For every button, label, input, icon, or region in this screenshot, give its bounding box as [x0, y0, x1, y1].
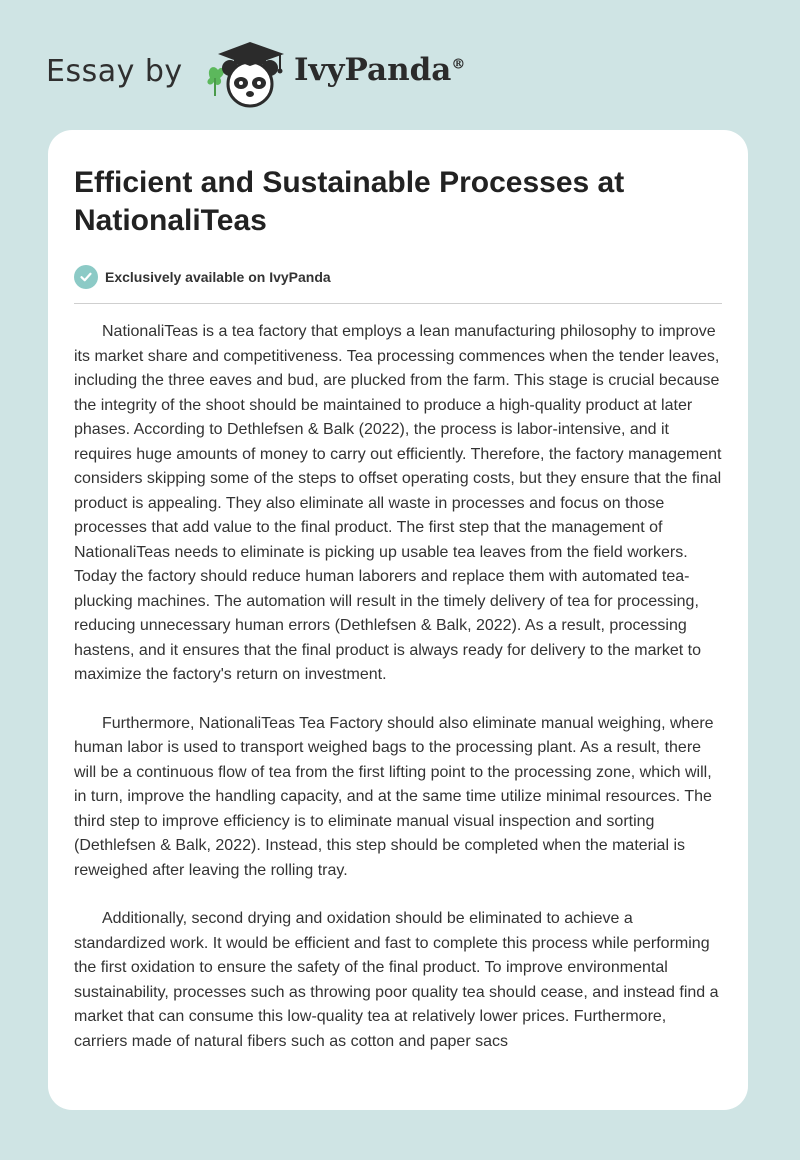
registered-mark: ®	[451, 56, 466, 73]
essay-body	[74, 320, 722, 1078]
brand-name[interactable]: IvyPanda®	[294, 52, 466, 88]
check-circle-icon	[74, 265, 98, 289]
paragraph: NationaliTeas is a tea factory that employs a lean manufacturing philosophy to improve its market share and competitiveness. Tea processing commences when the tender leaves, including the three eaves and bud, are plucked from the farm. This stage is crucial because the integrity of the shoot should be maintained to produce a high-quality product at later phases. According to Dethlefsen & Balk (2022), the process is labor-intensive, and it requires huge amounts of money to carry out efficiently. Therefore, the factory management considers skipping some of the steps to offset operating costs, but they ensure that the final product is appealing. They also eliminate all waste in processes and focus on those processes that add value to the final product. The first step that the management of NationaliTeas needs to eliminate is picking up usable tea leaves from the field workers. Today the factory should reduce human laborers and replace them with automated tea-plucking machines. The automation will result in the timely delivery of tea for processing, reducing unnecessary human errors (Dethlefsen & Balk, 2022). As a result, processing hastens, and it ensures that the final product is always ready for delivery to the market to maximize the factory's return on investment.	[74, 323, 722, 683]
essay-title: Efficient and Sustainable Processes at NationaliTeas	[74, 166, 625, 237]
exclusive-label: Exclusively available on IvyPanda	[105, 269, 331, 285]
divider	[74, 303, 722, 304]
exclusive-badge	[74, 264, 331, 290]
paragraph: Furthermore, NationaliTeas Tea Factory should also eliminate manual weighing, where human labor is used to transport weighed bags to the processing plant. As a result, there will be a continuous flow of tea from the first lifting point to the processing zone, which will, in turn, improve the handling capacity, and at the same time utilize minimal resources. The third step to improve efficiency is to eliminate manual visual inspection and sorting (Dethlefsen & Balk, 2022). Instead, this step should be completed when the material is reweighed after leaving the rolling tray.	[74, 714, 714, 879]
site-header	[46, 34, 746, 114]
paragraph: Additionally, second drying and oxidation should be eliminated to achieve a standardized work. It would be efficient and fast to complete this process while performing the first oxidation to ensure the safety of the final product. To improve environmental sustainability, processes such as throwing poor quality tea should cease, and instead find a market that can consume this low-quality tea at relatively lower prices. Furthermore, carriers made of natural fibers such as cotton and paper sacs	[74, 910, 719, 1050]
essay-card	[48, 130, 748, 1110]
essay-by-label: Essay by	[46, 54, 183, 89]
panda-graduate-logo-icon[interactable]	[204, 38, 292, 110]
